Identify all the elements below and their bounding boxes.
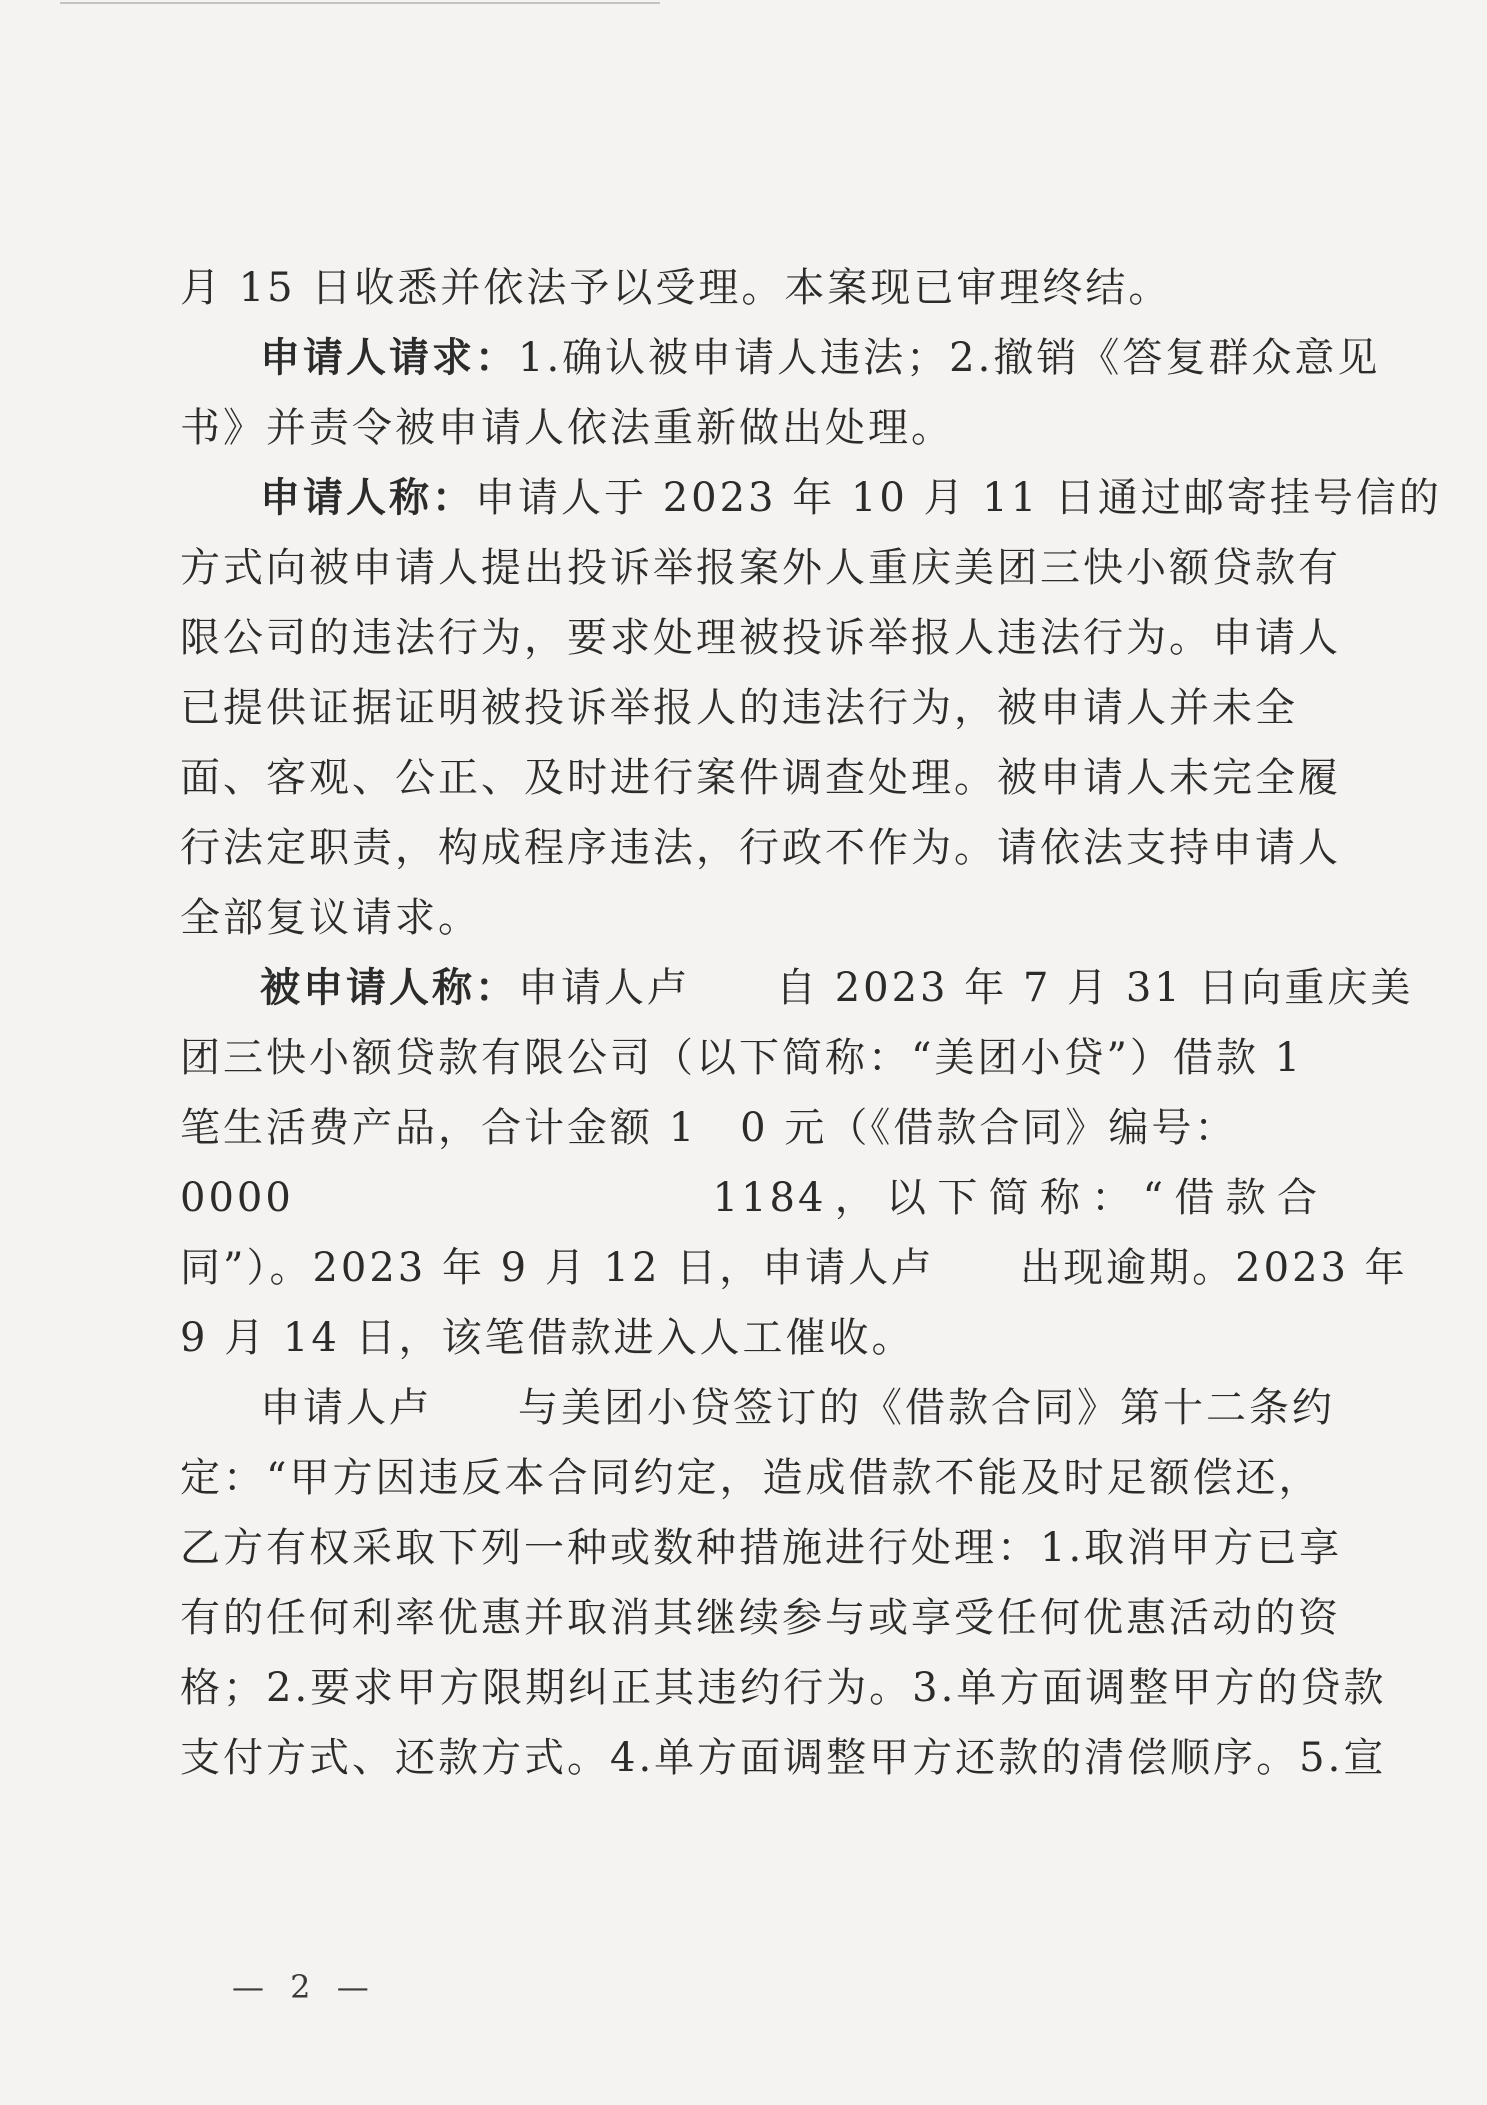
text-line: 9 月 14 日，该笔借款进入人工催收。 [180,1315,915,1361]
text-line: 全部复议请求。 [180,895,481,941]
text-line [180,475,1442,521]
text-line [180,965,1414,1011]
text-line: 已提供证据证明被投诉举报人的违法行为，被申请人并未全 [180,685,1298,731]
text-line: 团三快小额贷款有限公司（以下简称：“美团小贷”）借款 1 [180,1035,1304,1081]
page-number: — 2 — [232,1968,377,2006]
text-line: 格；2.要求甲方限期纠正其违约行为。3.单方面调整甲方的贷款 [180,1665,1387,1711]
section-heading: 申请人称： [260,475,475,521]
text-line: 方式向被申请人提出投诉举报案外人重庆美团三快小额贷款有 [180,545,1341,591]
text-line: 同”）。2023 年 9 月 12 日，申请人卢 出现逾期。2023 年 [180,1245,1408,1291]
scan-edge-line [60,2,660,4]
section-text: 申请人卢 自 2023 年 7 月 31 日向重庆美 [518,965,1414,1011]
text-line: 面、客观、公正、及时进行案件调查处理。被申请人未完全履 [180,755,1341,801]
section-text: 1.确认被申请人违法；2.撤销《答复群众意见 [518,335,1381,381]
text-line [180,335,1381,381]
text-line: 定：“甲方因违反本合同约定，造成借款不能及时足额偿还， [180,1455,1322,1501]
text-line: 笔生活费产品，合计金额 1 0 元（《借款合同》编号： [180,1105,1238,1151]
text-line: 行法定职责，构成程序违法，行政不作为。请依法支持申请人 [180,825,1341,871]
text-line: 申请人卢 与美团小贷签订的《借款合同》第十二条约 [260,1385,1335,1431]
text-line: 书》并责令被申请人依法重新做出处理。 [180,405,954,451]
section-heading: 申请人请求： [260,335,518,381]
text-line: 乙方有权采取下列一种或数种措施进行处理：1.取消甲方已享 [180,1525,1343,1571]
text-line: 支付方式、还款方式。4.单方面调整甲方还款的清偿顺序。5.宣 [180,1735,1387,1781]
text-line: 限公司的违法行为，要求处理被投诉举报人违法行为。申请人 [180,615,1341,661]
document-body [180,265,1442,1808]
text-line: 有的任何利率优惠并取消其继续参与或享受任何优惠活动的资 [180,1595,1341,1641]
text-line: 月 15 日收悉并依法予以受理。本案现已审理终结。 [180,265,1172,311]
text-line: 0000 1184，以下简称：“借款合 [180,1175,1320,1221]
section-text: 申请人于 2023 年 10 月 11 日通过邮寄挂号信的 [475,475,1442,521]
section-heading: 被申请人称： [260,965,518,1011]
